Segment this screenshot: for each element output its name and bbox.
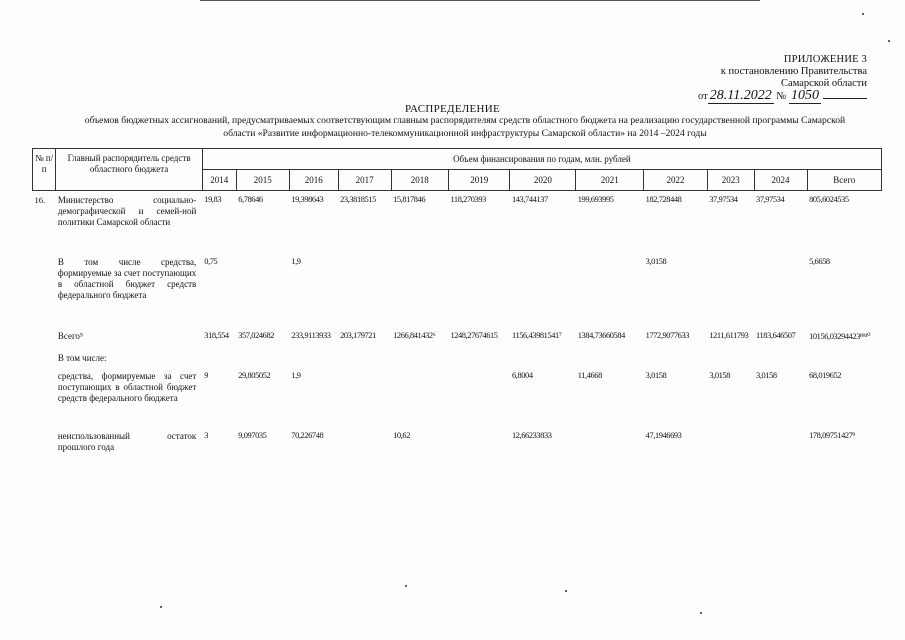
underline [823,98,867,99]
cell-value: 1772,9077633 [645,330,690,340]
cell-value: 805,6024535 [809,195,849,204]
cell-value: 11,4668 [577,370,602,380]
column-header-name: Главный распорядитель средств областного бюджета [56,149,202,191]
subtitle-line-1: объемов бюджетных ассигнований, предусматриваемых соответствующим главным распорядителям средств областного бюджета на реализацию государственной программы Самарской [84,115,846,126]
appendix-date-line [667,90,867,103]
page-top-edge [200,0,760,1]
cell-value: 233,9113933 [291,330,331,340]
cell-value [202,351,236,369]
cell-value [391,351,448,369]
subtitle-line-2: области «Развитие информационно-телекоммуникационной инфраструктуры Самарской области» на 2014 –2024 годы [223,128,707,139]
document-title: РАСПРЕДЕЛЕНИЕ [405,103,500,115]
column-header-year: 2020 [510,170,576,191]
row-number [33,329,56,351]
cell-value: 6,8004 [511,370,533,380]
cell-value [448,429,510,459]
cell-value [289,351,338,369]
table-row [33,255,882,329]
cell-value: 318,554 [204,330,229,340]
cell-value: 1248,27674615 [450,330,498,340]
cell-value: 5,6658 [809,256,830,266]
row-number [33,351,56,369]
cell-value [338,351,391,369]
cell-value: 199,693995 [577,195,614,204]
column-header-year: Всего [807,170,881,191]
table-row [33,369,882,429]
cell-value [391,255,448,329]
cell-value [754,351,807,369]
column-header-year: 2021 [576,170,644,191]
cell-value [707,351,754,369]
cell-value: 3,0158 [645,370,667,380]
cell-value [754,429,807,459]
cell-value [707,255,754,329]
row-name: В том числе: [57,352,107,363]
cell-value: 1211,611793 [709,330,749,340]
scan-speck [405,585,407,587]
cell-value [236,255,289,329]
cell-value [338,255,391,329]
cell-value [448,369,510,429]
cell-value: 1156,43981541⁷ [511,330,562,340]
budget-table [32,148,882,459]
cell-value: 0,75 [204,256,218,266]
row-number [33,255,56,329]
from-prefix: от [698,91,708,102]
number-label: № [776,91,787,102]
row-name: Всего⁵ [57,330,84,341]
row-name: средства, формируемые за счет поступающих в областной бюджет средств федерального бюджета [57,370,197,403]
column-header-year: 2024 [754,170,807,191]
scan-speck [862,13,864,15]
cell-value: 70,226748 [291,430,324,440]
column-header-year: 2023 [707,170,754,191]
cell-value: 19,398643 [291,195,324,204]
cell-value [391,369,448,429]
cell-value: 3,0158 [756,370,777,380]
cell-value: 15,817846 [393,195,426,204]
cell-value: 1,9 [291,370,301,380]
column-header-year: 2018 [391,170,448,191]
cell-value [510,255,576,329]
row-number [33,369,56,429]
table-row [33,351,882,369]
cell-value: 178,09751427⁹ [809,430,855,440]
row-number: 16. [34,195,46,205]
cell-value: 1384,73660584 [577,330,625,340]
handwritten-number: 1050 [791,88,819,103]
cell-value: 37,97534 [756,195,785,204]
cell-value [448,255,510,329]
row-name: неиспользованный остаток прошлого года [57,430,197,452]
cell-value: 47,1946693 [645,430,682,440]
column-header-no: № п/п [33,149,56,191]
column-header-year: 2015 [236,170,289,191]
cell-value: 357,024682 [238,330,275,340]
cell-value: 19,83 [204,195,222,204]
column-header-year: 2017 [338,170,391,191]
column-header-year: 2019 [448,170,510,191]
cell-value: 29,805052 [238,370,271,380]
cell-value: 3 [204,430,209,440]
cell-value [510,351,576,369]
table-row [33,191,882,255]
cell-value: 203,179721 [340,330,376,340]
cell-value: 3,0158 [709,370,730,380]
cell-value [236,351,289,369]
cell-value: 10,62 [393,430,410,440]
cell-value [576,429,644,459]
cell-value: 6,78646 [238,195,263,204]
appendix-number: ПРИЛОЖЕНИЕ 3 [783,54,867,65]
cell-value: 68,019652 [809,370,842,380]
document-subtitle [30,114,900,140]
cell-value [807,351,881,369]
cell-value: 1,9 [291,256,301,266]
cell-value: 10156,03294423⁸⁹¹⁰ [809,331,871,341]
cell-value: 118,270393 [450,195,486,204]
cell-value: 9 [204,370,209,380]
cell-value: 23,3818515 [340,195,376,204]
cell-value: 3,0158 [645,256,667,266]
appendix-block [667,54,867,103]
cell-value: 37,97534 [709,195,738,204]
appendix-line-1: к постановлению Правительства [720,66,867,77]
cell-value: 9,097035 [238,430,267,440]
cell-value: 182,728448 [645,195,682,204]
row-number [33,429,56,459]
cell-value [576,351,644,369]
cell-value: 1266,841432⁶ [393,330,436,340]
row-name: Министерство социально-демографической и семей-ной политики Самарской области [57,195,197,227]
cell-value [754,255,807,329]
cell-value [707,429,754,459]
scan-speck [160,606,162,608]
handwritten-date: 28.11.2022 [709,88,772,103]
row-name: В том числе средства, формируемые за счет поступающих в областной бюджет средств федерального бюджета [57,256,197,300]
table-row [33,329,882,351]
cell-value: 143,744137 [511,195,548,204]
table-body [33,191,882,459]
cell-value [576,255,644,329]
cell-value [338,369,391,429]
cell-value [448,351,510,369]
scan-speck [700,612,702,614]
cell-value [338,429,391,459]
column-header-year: 2014 [202,170,236,191]
cell-value [644,351,708,369]
column-header-volume: Объем финансирования по годам, млн. рублей [202,149,881,170]
cell-value: 12,66233833 [511,430,552,440]
appendix-line-2: Самарской области [781,78,867,89]
column-header-year: 2022 [644,170,708,191]
cell-value: 1183,646507 [756,330,796,340]
scan-speck [888,40,890,42]
column-header-year: 2016 [289,170,338,191]
scan-speck [565,590,567,592]
table-row [33,429,882,459]
